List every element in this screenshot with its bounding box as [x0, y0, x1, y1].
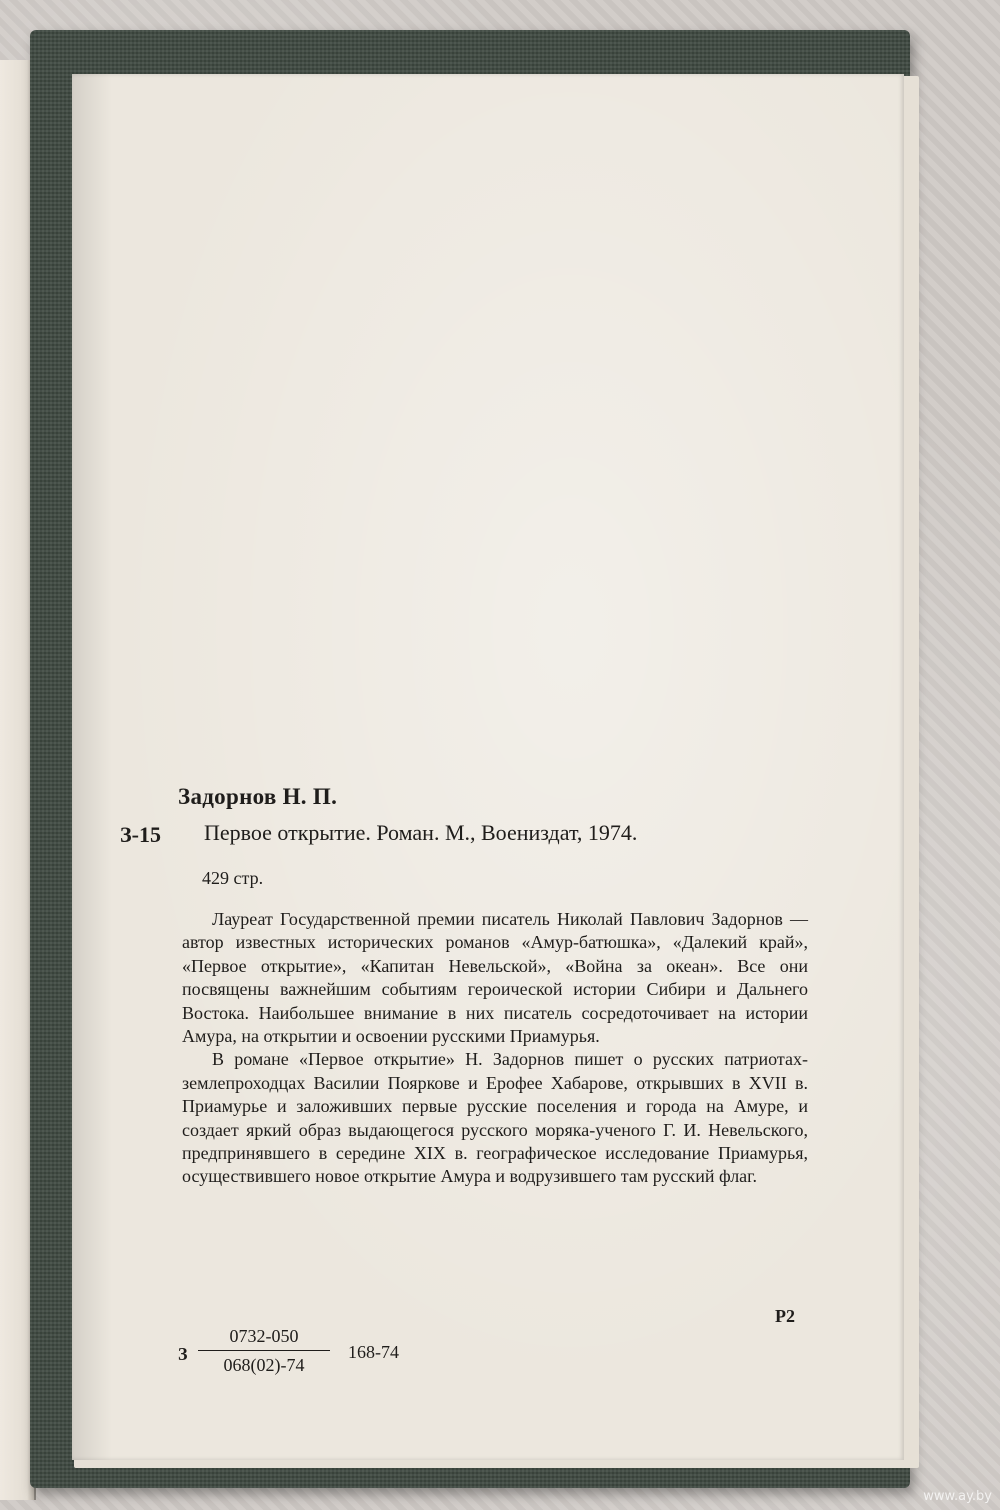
annotation-paragraph: В романе «Первое открытие» Н. Задорнов пишет о русских патриотах-землепроходцах Василии Пояркове и Ерофее Хабарове, открывших в XVII в. Приамурье и заложивших первые русские поселения и города на Амуре, и создает яркий образ выдающегося русского моряка-ученого Г. И. Невельского, предпринявшего в середине XIX в. географическое исследование Приамурья, осуществившего новое открытие Амура и водрузившего там русский флаг.: [182, 1049, 808, 1187]
index-denominator: 068(02)-74: [223, 1355, 305, 1375]
book-cover: [30, 30, 910, 1488]
author-name: Задорнов Н. П.: [178, 784, 338, 809]
annotation-paragraph: Лауреат Государственной премии писатель Николай Павлович Задорнов — автор известных исторических романов «Амур-батюшка», «Далекий край», «Первое открытие», «Капитан Невельской», «Война за океан». Все они посвящены важнейшим событиям героической истории Сибири и Дальнего Востока. Наибольшее внимание в них писатель сосредоточивает на истории Амура, на открытии и освоении русскими Приамурья.: [182, 909, 808, 1047]
classification-code: Р2: [775, 1306, 795, 1326]
index-letter: З: [178, 1344, 188, 1364]
index-tail: 168-74: [348, 1342, 399, 1362]
library-code: З-15: [120, 822, 161, 847]
index-numerator: 0732-050: [198, 1326, 330, 1351]
catalog-index: [178, 1326, 478, 1386]
book-page: [72, 74, 904, 1460]
index-fraction: [198, 1326, 330, 1376]
watermark: www.ay.by: [923, 1489, 992, 1504]
title-line: Первое открытие. Роман. М., Воениздат, 1974.: [204, 820, 638, 845]
page-count: 429 стр.: [202, 868, 264, 888]
annotation: [182, 908, 808, 1189]
